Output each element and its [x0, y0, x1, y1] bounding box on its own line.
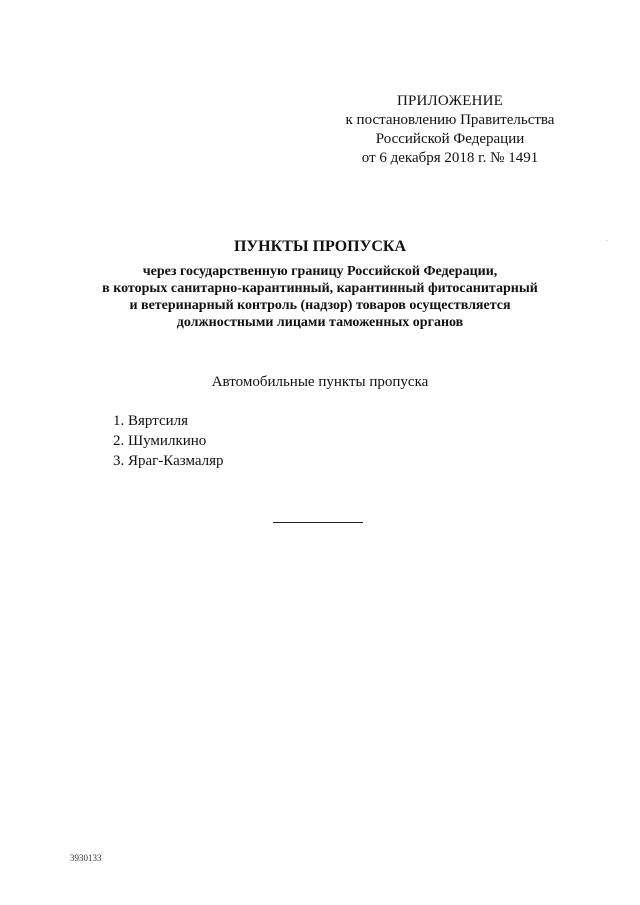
list-item: 2. Шумилкино: [113, 433, 207, 449]
document-subheading: [40, 263, 600, 331]
divider-line: [273, 522, 363, 523]
subheading-line-1: через государственную границу Российской Федерации,: [142, 264, 498, 279]
subheading-line-4: должностными лицами таможенных органов: [176, 315, 464, 330]
document-code: 3930133: [70, 853, 102, 863]
appendix-line-3: от 6 декабря 2018 г. № 1491: [361, 150, 539, 166]
section-title: Автомобильные пункты пропуска: [211, 374, 429, 390]
appendix-line-1: к постановлению Правительства: [345, 112, 555, 128]
list-item: 3. Яраг-Казмаляр: [113, 453, 224, 469]
subheading-line-3: и ветеринарный контроль (надзор) товаров осуществляется: [129, 298, 511, 313]
appendix-line-2: Российской Федерации: [375, 131, 525, 147]
appendix-block: [330, 92, 570, 168]
checkpoint-list: [113, 411, 224, 471]
subheading-line-2: в которых санитарно-карантинный, карантинный фитосанитарный: [102, 281, 538, 296]
document-heading: ПУНКТЫ ПРОПУСКА: [233, 238, 407, 255]
list-item: 1. Вяртсиля: [113, 413, 189, 429]
scan-speck: [606, 240, 607, 241]
appendix-title: ПРИЛОЖЕНИЕ: [396, 93, 504, 109]
